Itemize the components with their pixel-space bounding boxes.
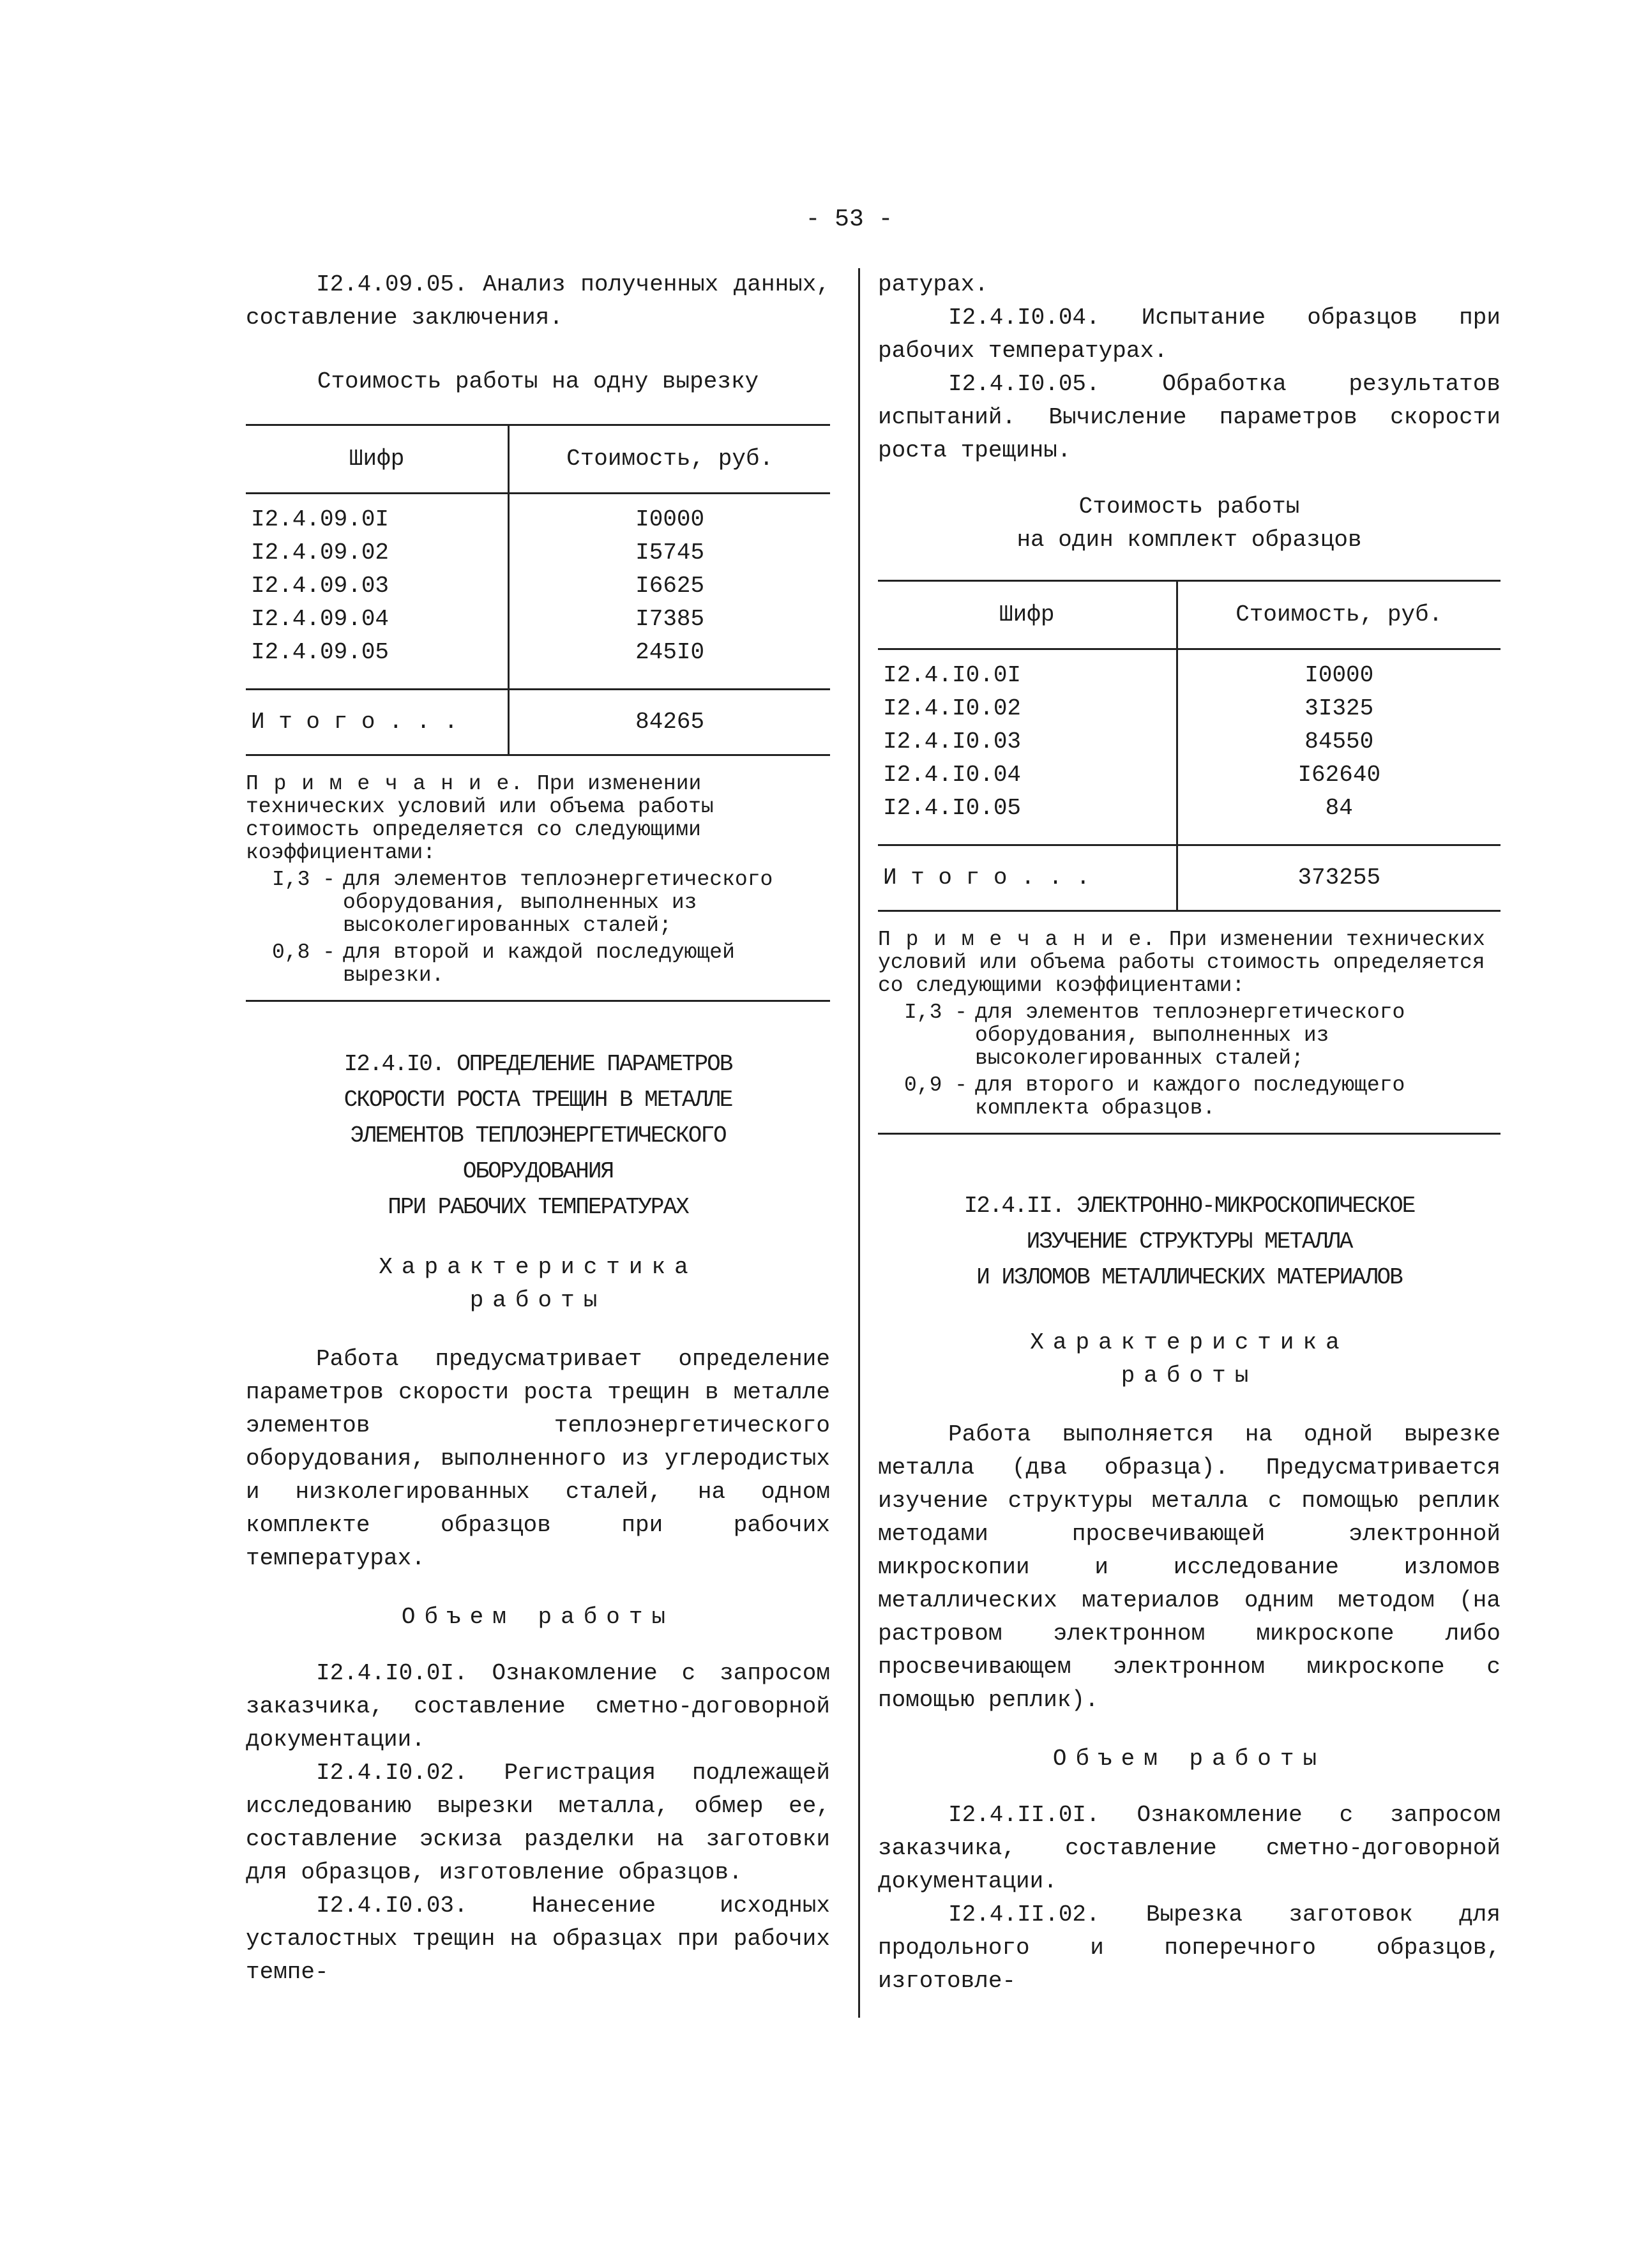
char-heading: работы [1121, 1363, 1258, 1389]
table1-cost: I7385 [509, 603, 830, 636]
note1-text: При изменении технических условий или объема работы стоимость определяется со следующими коэффициентами: [246, 772, 714, 865]
volume-item: I2.4.II.0I. Ознакомление с запросом заказчика, составление сметно-договорной документации. [878, 1802, 1500, 1894]
table1-code: I2.4.09.04 [251, 606, 389, 632]
table2-total-label: И т о г о . . . [878, 845, 1177, 911]
char-text: Работа выполняется на одной вырезке металла (два образца). Предусматривается изучение структуры металла с помощью реплик методами просвечивающей электронной микроскопии и исследование изломов металлических материалов одним методом (на растровом электронном микроскопе либо просвечивающем электронном микроскопе с помощью реплик). [878, 1421, 1500, 1713]
table2-code: I2.4.I0.04 [883, 762, 1022, 788]
char-heading: работы [469, 1287, 607, 1313]
char-heading: Характеристика [1030, 1329, 1349, 1356]
column-divider [858, 268, 860, 2018]
section-title-line: ЭЛЕМЕНТОВ ТЕПЛОЭНЕРГЕТИЧЕСКОГО [350, 1123, 726, 1149]
char-heading: Характеристика [379, 1254, 697, 1280]
table2-code: I2.4.I0.02 [883, 695, 1022, 722]
table2-total-value: 373255 [1177, 845, 1500, 911]
page-number: - 53 - [805, 206, 893, 233]
table1-total-label: И т о г о . . . [246, 690, 509, 755]
table1-cost: I6625 [509, 570, 830, 603]
section-title-12-4-10 [246, 1047, 830, 1225]
table1-caption: Стоимость работы на одну вырезку [317, 368, 759, 395]
volume-item: I2.4.II.02. Вырезка заготовок для продольного и поперечного образцов, изготовле- [878, 1901, 1500, 1994]
volume-item: I2.4.I0.03. Нанесение исходных усталостных трещин на образцах при рабочих темпе- [246, 1893, 830, 1985]
note-2 [878, 928, 1500, 1135]
note2-coef [878, 1074, 1500, 1120]
note2-text: При изменении технических условий или объема работы стоимость определяется со следующими коэффициентами: [878, 928, 1485, 997]
table1-header-code: Шифр [246, 425, 509, 494]
table2-caption: на один комплект образцов [1017, 527, 1362, 553]
cost-table-2 [878, 580, 1500, 912]
right-column [878, 268, 1500, 1998]
note2-coef-value: I,3 - [903, 1001, 967, 1024]
section-title-12-4-11 [878, 1188, 1500, 1296]
note1-coef-text: для второй и каждой последующей вырезки. [343, 941, 735, 987]
table1-total-value: 84265 [509, 690, 830, 755]
section-title-line: СКОРОСТИ РОСТА ТРЕЩИН В МЕТАЛЛЕ [344, 1087, 732, 1113]
paragraph-12-4-09-05: I2.4.09.05. Анализ полученных данных, составление заключения. [246, 271, 830, 331]
paragraph-12-4-10-04: I2.4.I0.04. Испытание образцов при рабочих температурах. [878, 305, 1500, 364]
left-column [246, 268, 830, 1989]
char-text: Работа предусматривает определение параметров скорости роста трещин в металле элементов теплоэнергетического оборудования, выполненного из углеродистых и низколегированных сталей, на одном комплекте образцов при рабочих температурах. [246, 1346, 830, 1571]
section-title-line: И ИЗЛОМОВ МЕТАЛЛИЧЕСКИХ МАТЕРИАЛОВ [976, 1264, 1402, 1290]
table1-code: I2.4.09.05 [251, 639, 389, 665]
volume-item: I2.4.I0.02. Регистрация подлежащей исследованию вырезки металла, обмер ее, составление эскиза разделки на заготовки для образцов, изготовление образцов. [246, 1760, 830, 1886]
note-1 [246, 773, 830, 1002]
table1-cost: I0000 [509, 494, 830, 537]
table1-code: I2.4.09.03 [251, 573, 389, 599]
table2-code: I2.4.I0.05 [883, 795, 1022, 821]
note2-lead: П р и м е ч а н и е. [878, 928, 1157, 951]
note1-coef-value: 0,8 - [271, 941, 335, 964]
table1-cost: I5745 [509, 536, 830, 570]
note1-coef-value: I,3 - [271, 868, 335, 891]
note1-coef [246, 868, 830, 937]
table2-code: I2.4.I0.03 [883, 729, 1022, 755]
section-title-line: ПРИ РАБОЧИХ ТЕМПЕРАТУРАХ [388, 1194, 688, 1220]
note2-coef-text: для второго и каждого последующего комплекта образцов. [975, 1073, 1405, 1120]
note1-coef [246, 941, 830, 987]
table2-code: I2.4.I0.0I [883, 662, 1022, 688]
table1-cost: 245I0 [509, 636, 830, 690]
note2-coef-value: 0,9 - [903, 1073, 967, 1097]
table1-code: I2.4.09.02 [251, 540, 389, 566]
continued-text: ратурах. [878, 271, 988, 298]
table1-code: I2.4.09.0I [251, 506, 389, 533]
cost-table-1 [246, 424, 830, 756]
paragraph-12-4-10-05: I2.4.I0.05. Обработка результатов испытаний. Вычисление параметров скорости роста трещины. [878, 371, 1500, 464]
table1-header-cost: Стоимость, руб. [509, 425, 830, 494]
table2-cost: I62640 [1177, 759, 1500, 792]
volume-heading: Объем работы [1052, 1746, 1326, 1772]
volume-item: I2.4.I0.0I. Ознакомление с запросом заказчика, составление сметно-договорной документации. [246, 1660, 830, 1753]
table2-caption: Стоимость работы [1078, 494, 1300, 520]
table2-cost: 3I325 [1177, 692, 1500, 725]
note2-coef-text: для элементов теплоэнергетического оборудования, выполненных из высоколегированных сталей; [975, 1001, 1405, 1070]
table2-cost: 84 [1177, 792, 1500, 845]
table2-header-cost: Стоимость, руб. [1177, 581, 1500, 649]
section-title-line: ИЗУЧЕНИЕ СТРУКТУРЫ МЕТАЛЛА [1026, 1228, 1352, 1255]
table2-header-code: Шифр [878, 581, 1177, 649]
section-title-line: I2.4.I0. ОПРЕДЕЛЕНИЕ ПАРАМЕТРОВ [344, 1051, 732, 1077]
note2-coef [878, 1001, 1500, 1070]
note1-coef-text: для элементов теплоэнергетического оборудования, выполненных из высоколегированных сталей; [343, 868, 773, 937]
section-title-line: ОБОРУДОВАНИЯ [462, 1158, 614, 1184]
table2-cost: I0000 [1177, 649, 1500, 693]
table2-cost: 84550 [1177, 725, 1500, 759]
note1-lead: П р и м е ч а н и е. [246, 772, 525, 796]
section-title-line: I2.4.II. ЭЛЕКТРОННО-МИКРОСКОПИЧЕСКОЕ [964, 1193, 1415, 1219]
volume-heading: Объем работы [401, 1604, 675, 1630]
